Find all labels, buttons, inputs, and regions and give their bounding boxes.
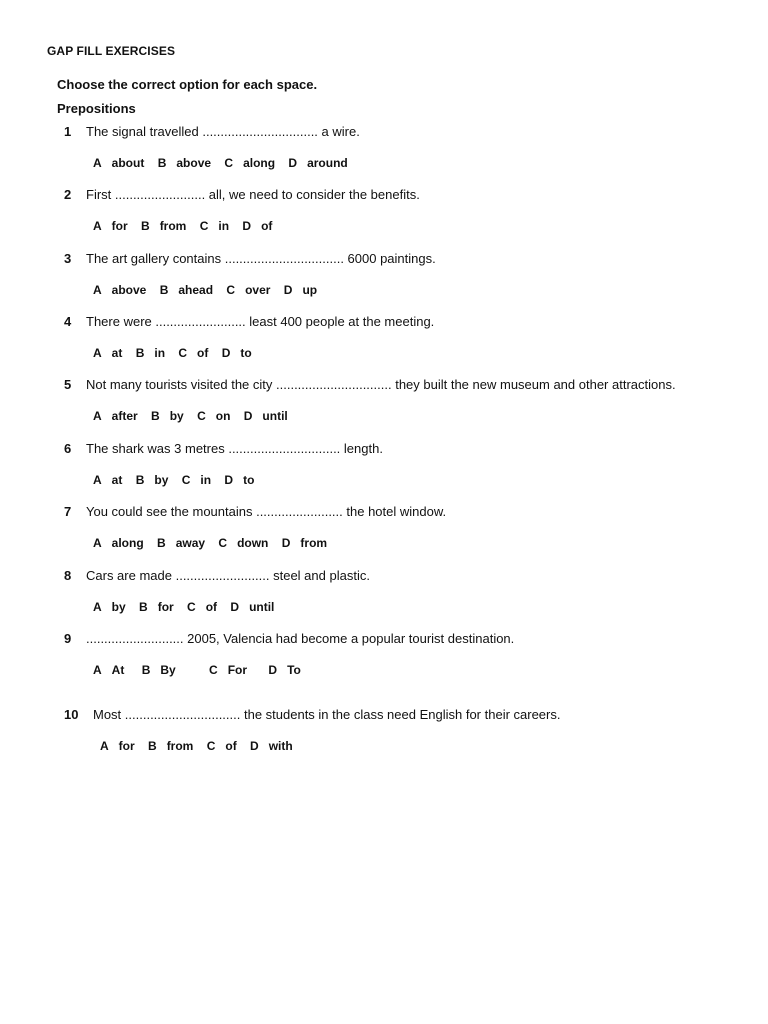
- question-number: 7: [64, 504, 72, 519]
- option-word: from: [300, 536, 328, 550]
- option-letter: C: [218, 536, 228, 550]
- option-word: of: [197, 346, 209, 360]
- option-letter: B: [141, 219, 150, 233]
- question-number: 2: [64, 187, 72, 202]
- option-letter: B: [151, 409, 160, 423]
- question-number: 9: [64, 631, 72, 646]
- options-row: [93, 156, 358, 170]
- option-word: along: [243, 156, 276, 170]
- question-number: 1: [64, 124, 72, 139]
- question-text: Cars are made .......................... steel and plastic.: [86, 568, 370, 583]
- option-word: until: [249, 600, 275, 614]
- option-word: in: [200, 473, 212, 487]
- question-number: 6: [64, 441, 72, 456]
- option-letter: A: [93, 600, 102, 614]
- options-row: [100, 739, 303, 753]
- options-row: [93, 283, 327, 297]
- option-word: For: [227, 663, 248, 677]
- option-letter: D: [243, 409, 253, 423]
- option-word: with: [268, 739, 293, 753]
- option-letter: D: [268, 663, 278, 677]
- section-heading: Prepositions: [57, 101, 136, 116]
- option-word: above: [111, 283, 147, 297]
- option-letter: D: [283, 283, 293, 297]
- question-text: The signal travelled ................................ a wire.: [86, 124, 360, 139]
- question-text: ........................... 2005, Valencia had become a popular tourist destination.: [86, 631, 515, 646]
- option-word: for: [118, 739, 135, 753]
- option-letter: A: [93, 409, 102, 423]
- question-text: The shark was 3 metres ............................... length.: [86, 441, 383, 456]
- option-word: of: [225, 739, 237, 753]
- option-letter: C: [226, 283, 236, 297]
- option-word: to: [240, 346, 252, 360]
- option-word: away: [175, 536, 206, 550]
- question-text: First ......................... all, we need to consider the benefits.: [86, 187, 420, 202]
- option-word: until: [262, 409, 288, 423]
- option-letter: A: [93, 663, 102, 677]
- option-word: for: [111, 219, 128, 233]
- option-letter: C: [178, 346, 188, 360]
- option-word: after: [111, 409, 138, 423]
- option-letter: D: [250, 739, 259, 753]
- option-letter: A: [93, 283, 102, 297]
- option-word: from: [159, 219, 187, 233]
- option-word: at: [111, 346, 123, 360]
- options-row: [93, 409, 298, 423]
- option-letter: D: [224, 473, 234, 487]
- question-text: There were ......................... least 400 people at the meeting.: [86, 314, 435, 329]
- option-word: above: [176, 156, 212, 170]
- instruction-text: Choose the correct option for each space.: [57, 77, 318, 92]
- option-letter: A: [93, 473, 102, 487]
- option-letter: B: [135, 473, 145, 487]
- question-text: You could see the mountains ........................ the hotel window.: [86, 504, 447, 519]
- option-word: by: [154, 473, 169, 487]
- option-letter: A: [93, 346, 102, 360]
- option-word: of: [261, 219, 273, 233]
- option-letter: B: [157, 536, 166, 550]
- question-number: 3: [64, 251, 72, 266]
- option-letter: D: [230, 600, 240, 614]
- option-word: ahead: [178, 283, 214, 297]
- option-word: at: [111, 473, 123, 487]
- option-word: from: [166, 739, 194, 753]
- option-word: of: [205, 600, 218, 614]
- option-letter: A: [93, 219, 102, 233]
- option-word: down: [237, 536, 269, 550]
- option-letter: D: [288, 156, 298, 170]
- option-letter: C: [199, 219, 209, 233]
- option-word: by: [169, 409, 184, 423]
- question-number: 10: [64, 707, 79, 722]
- question-text: The art gallery contains ................................. 6000 paintings.: [86, 251, 436, 266]
- option-letter: C: [187, 600, 196, 614]
- option-letter: D: [221, 346, 231, 360]
- option-word: on: [215, 409, 231, 423]
- option-letter: B: [159, 283, 169, 297]
- option-word: At: [111, 663, 125, 677]
- option-letter: C: [224, 156, 234, 170]
- options-row: [93, 600, 284, 614]
- question-text: Most ................................ the students in the class need English for their careers.: [93, 707, 561, 722]
- options-row: [93, 536, 337, 550]
- option-letter: C: [206, 739, 216, 753]
- option-word: By: [160, 663, 176, 677]
- option-word: along: [111, 536, 144, 550]
- options-row: [93, 663, 315, 677]
- option-word: over: [245, 283, 271, 297]
- option-letter: B: [139, 600, 148, 614]
- options-row: [93, 473, 264, 487]
- options-row: [93, 219, 282, 233]
- options-row: [93, 346, 262, 360]
- option-letter: D: [281, 536, 291, 550]
- question-number: 5: [64, 377, 72, 392]
- option-letter: D: [242, 219, 252, 233]
- option-word: about: [111, 156, 145, 170]
- option-letter: C: [197, 409, 206, 423]
- option-letter: B: [148, 739, 157, 753]
- option-word: up: [302, 283, 318, 297]
- option-word: to: [243, 473, 255, 487]
- question-number: 8: [64, 568, 72, 583]
- option-letter: B: [135, 346, 145, 360]
- option-word: for: [157, 600, 174, 614]
- option-word: in: [154, 346, 166, 360]
- question-text: Not many tourists visited the city ................................ they built the new museum and other attractions.: [86, 377, 676, 392]
- option-letter: A: [93, 156, 102, 170]
- option-word: around: [307, 156, 348, 170]
- option-letter: A: [100, 739, 109, 753]
- option-letter: A: [93, 536, 102, 550]
- option-word: by: [111, 600, 126, 614]
- option-word: in: [218, 219, 230, 233]
- option-word: To: [287, 663, 301, 677]
- document-title: GAP FILL EXERCISES: [47, 44, 176, 58]
- option-letter: C: [181, 473, 191, 487]
- option-letter: B: [141, 663, 151, 677]
- question-number: 4: [64, 314, 72, 329]
- option-letter: C: [209, 663, 218, 677]
- option-letter: B: [157, 156, 167, 170]
